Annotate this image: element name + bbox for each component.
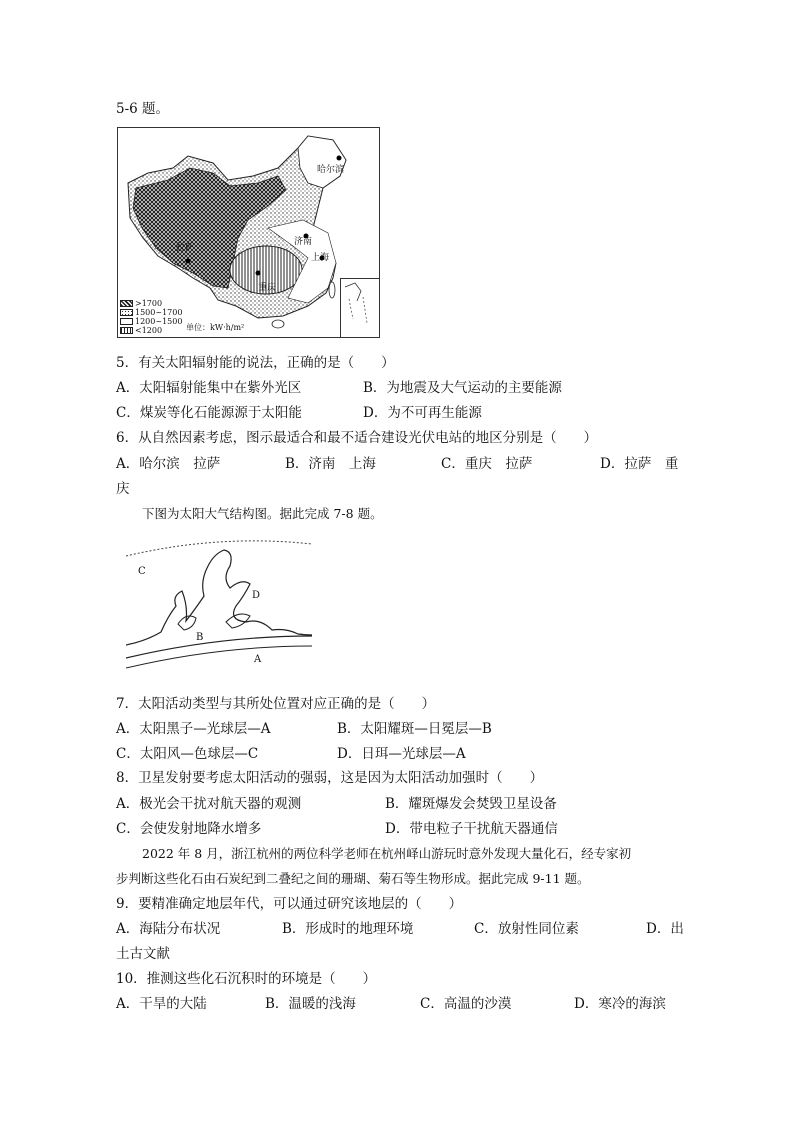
q5-stem: 5．有关太阳辐射能的说法，正确的是（ ） (116, 355, 395, 371)
q10-option-a[interactable]: A．干旱的大陆 (116, 996, 207, 1012)
q6-option-b[interactable]: B．济南 上海 (285, 456, 376, 472)
legend-item: <1200 (120, 326, 162, 335)
q10-stem: 10．推测这些化石沉积时的环境是（ ） (116, 971, 377, 987)
city-label-lhasa: 拉萨 (176, 243, 195, 253)
city-label-harbin: 哈尔滨 (317, 165, 345, 175)
q8-option-b[interactable]: B．耀斑爆发会焚毁卫星设备 (385, 796, 557, 812)
q10-option-b[interactable]: B．温暖的浅海 (265, 996, 356, 1012)
q7-option-c[interactable]: C．太阳风—色球层—C (116, 746, 259, 762)
q9-option-d-wrap: 土古文献 (116, 946, 170, 962)
q8-option-c[interactable]: C．会使发射地降水增多 (116, 821, 262, 837)
q8-option-d[interactable]: D．带电粒子干扰航天器通信 (385, 821, 558, 837)
q7-option-a[interactable]: A．太阳黑子—光球层—A (116, 721, 271, 737)
label-b: B (196, 632, 204, 643)
label-d: D (252, 590, 261, 601)
south-china-sea-inset (340, 278, 379, 337)
intro-7-8: 下图为太阳大气结构图。据此完成 7-8 题。 (142, 506, 383, 521)
q8-option-a[interactable]: A．极光会干扰对航天器的观测 (116, 796, 302, 812)
label-c: C (138, 566, 146, 577)
q5-option-b[interactable]: B．为地震及大气运动的主要能源 (363, 380, 562, 396)
city-label-jinan: 济南 (294, 237, 313, 247)
passage-line-1: 2022 年 8 月，浙江杭州的两位科学老师在杭州峄山游玩时意外发现大量化石，经专家初 (142, 846, 632, 861)
q10-option-c[interactable]: C．高温的沙漠 (420, 996, 512, 1012)
solar-atmosphere-diagram (126, 536, 312, 678)
q7-stem: 7．太阳活动类型与其所处位置对应正确的是（ ） (116, 696, 436, 712)
q8-stem: 8．卫星发射要考虑太阳活动的强弱，这是因为太阳活动加强时（ ） (116, 770, 544, 786)
legend-item: >1700 (120, 299, 162, 308)
q5-option-d[interactable]: D．为不可再生能源 (363, 405, 482, 421)
q6-option-a[interactable]: A．哈尔滨 拉萨 (116, 456, 221, 472)
legend-item: 1500~1700 (120, 308, 182, 317)
q6-option-d-wrap: 庆 (116, 481, 130, 497)
city-label-shanghai: 上海 (311, 253, 330, 263)
q5-option-c[interactable]: C．煤炭等化石能源源于太阳能 (116, 405, 302, 421)
q9-option-d[interactable]: D．出 (646, 921, 684, 937)
q6-stem: 6．从自然因素考虑，图示最适合和最不适合建设光伏电站的地区分别是（ ） (116, 430, 598, 446)
passage-line-2: 步判断这些化石由石炭纪到二叠纪之间的珊瑚、菊石等生物形成。据此完成 9-11 题。 (116, 871, 590, 886)
label-a: A (254, 654, 262, 665)
intro-text: 5-6 题。 (116, 101, 170, 117)
q5-option-a[interactable]: A．太阳辐射能集中在紫外光区 (116, 380, 302, 396)
q9-option-c[interactable]: C．放射性同位素 (474, 921, 579, 937)
q9-option-a[interactable]: A．海陆分布状况 (116, 921, 221, 937)
solar-radiation-map (117, 127, 380, 338)
q10-option-d[interactable]: D．寒冷的海滨 (574, 996, 666, 1012)
legend-item: 1200~1500 (120, 317, 182, 326)
map-unit: 单位：kW·h/m² (186, 323, 245, 332)
city-label-chongqing: 重庆 (258, 283, 277, 293)
q6-option-c[interactable]: C．重庆 拉萨 (441, 456, 533, 472)
q6-option-d[interactable]: D．拉萨 重 (600, 456, 679, 472)
q7-option-b[interactable]: B．太阳耀斑—日冕层—B (337, 721, 492, 737)
q9-option-b[interactable]: B．形成时的地理环境 (282, 921, 414, 937)
q9-stem: 9．要精准确定地层年代，可以通过研究该地层的（ ） (116, 896, 463, 912)
q7-option-d[interactable]: D．日珥—光球层—A (337, 746, 466, 762)
